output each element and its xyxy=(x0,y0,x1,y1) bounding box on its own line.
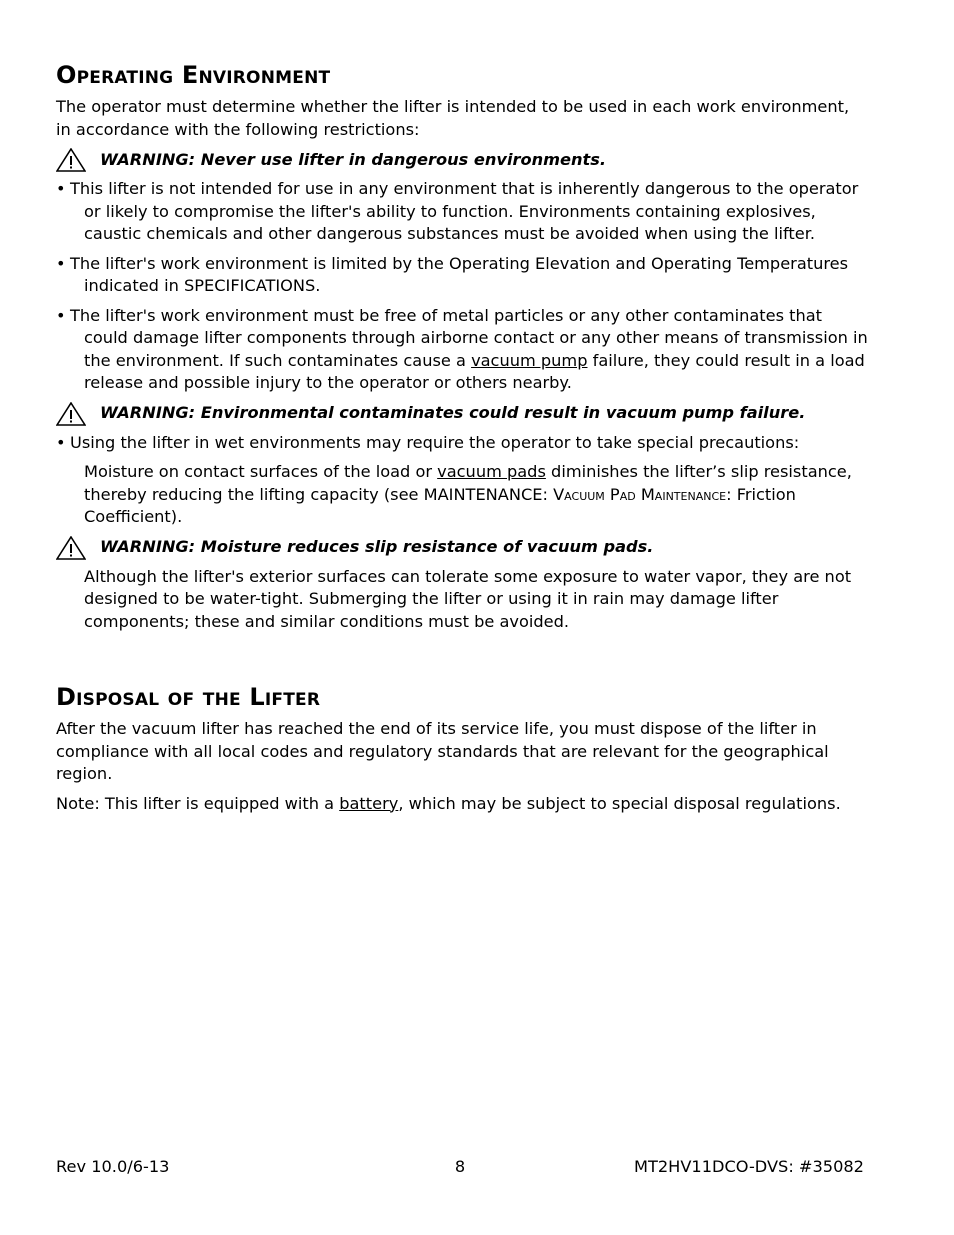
footer-page-number: 8 xyxy=(454,1157,466,1176)
note-text: Note: This lifter is equipped with a xyxy=(56,793,340,813)
warning-contaminates xyxy=(56,402,868,426)
bullet-item xyxy=(56,432,868,455)
vacuum-pump-link[interactable]: vacuum pump xyxy=(471,350,588,370)
bullet-mark: • xyxy=(56,432,66,452)
disposal-paragraph: After the vacuum lifter has reached the end of its service life, you must dispose of the lifter in compliance with all local codes and regulatory standards that are relevant for the geographical region. xyxy=(56,719,829,783)
document-page xyxy=(56,58,868,822)
battery-link[interactable]: battery xyxy=(339,793,399,813)
bullet-item xyxy=(56,178,868,246)
warning-text: WARNING: Never use lifter in dangerous environments. xyxy=(100,149,607,169)
warning-moisture xyxy=(56,536,868,560)
warning-text: WARNING: Moisture reduces slip resistance of vacuum pads. xyxy=(100,537,654,557)
intro-paragraph: The operator must determine whether the lifter is intended to be used in each work environment, in accordance with the following restrictions: xyxy=(56,97,850,139)
bullet-mark: • xyxy=(56,179,66,198)
warning-dangerous-environments xyxy=(56,148,868,172)
moisture-text: : Friction Coefficient). xyxy=(84,484,796,526)
moisture-text: Moisture on contact surfaces of the load or xyxy=(84,462,438,481)
footer-revision: Rev 10.0/6-13 xyxy=(56,1157,170,1176)
battery-note xyxy=(56,793,868,816)
bullet-item xyxy=(56,305,868,395)
page-footer xyxy=(56,1156,864,1178)
warning-triangle-icon xyxy=(56,402,86,426)
exterior-paragraph: Although the lifter's exterior surfaces can tolerate some exposure to water vapor, they are not designed to be water-tight. Submerging the lifter or using it in rain may damage lifter components; these and similar conditions must be avoided. xyxy=(84,566,852,631)
bullet-mark: • xyxy=(56,253,66,273)
moisture-text: diminishes the lifter’s slip resistance, thereby reducing the lifting capacity (see MAINTENANCE: xyxy=(84,462,852,504)
warning-triangle-icon xyxy=(56,536,86,560)
section-title-operating-environment: Operating Environment xyxy=(56,61,331,89)
warning-triangle-icon xyxy=(56,148,86,172)
section-title-disposal: Disposal of the Lifter xyxy=(56,683,321,711)
bullet-text: Using the lifter in wet environments may require the operator to take special precautions: xyxy=(70,432,800,452)
warning-text: WARNING: Environmental contaminates could result in vacuum pump failure. xyxy=(100,403,806,423)
footer-doc-id: MT2HV11DCO-DVS: #35082 xyxy=(634,1157,864,1176)
section-spacer xyxy=(56,640,868,680)
vacuum-pad-maintenance-ref: Vacuum Pad Maintenance xyxy=(553,484,727,504)
note-text: , which may be subject to special disposal regulations. xyxy=(398,793,841,813)
bullet-text: This lifter is not intended for use in any environment that is inherently dangerous to the operator or likely to compromise the lifter's ability to function. Environments containing explosives, caustic chemicals and other dangerous substances must be avoided when using the lifter. xyxy=(70,179,859,243)
bullet-mark: • xyxy=(56,305,66,325)
bullet-text: The lifter's work environment is limited by the Operating Elevation and Operating Temperatures indicated in SPECIFICATIONS. xyxy=(70,253,849,295)
moisture-paragraph xyxy=(56,461,868,529)
bullet-item xyxy=(56,253,868,298)
bullet-text: The lifter's work environment must be free of metal particles or any other contaminates that could damage lifter components through airborne contact or any other means of transmission in the environment. If such contaminates cause a xyxy=(70,305,868,370)
vacuum-pads-link[interactable]: vacuum pads xyxy=(437,462,546,481)
bullet-text: failure, they could result in a load release and possible injury to the operator or others nearby. xyxy=(84,350,865,392)
